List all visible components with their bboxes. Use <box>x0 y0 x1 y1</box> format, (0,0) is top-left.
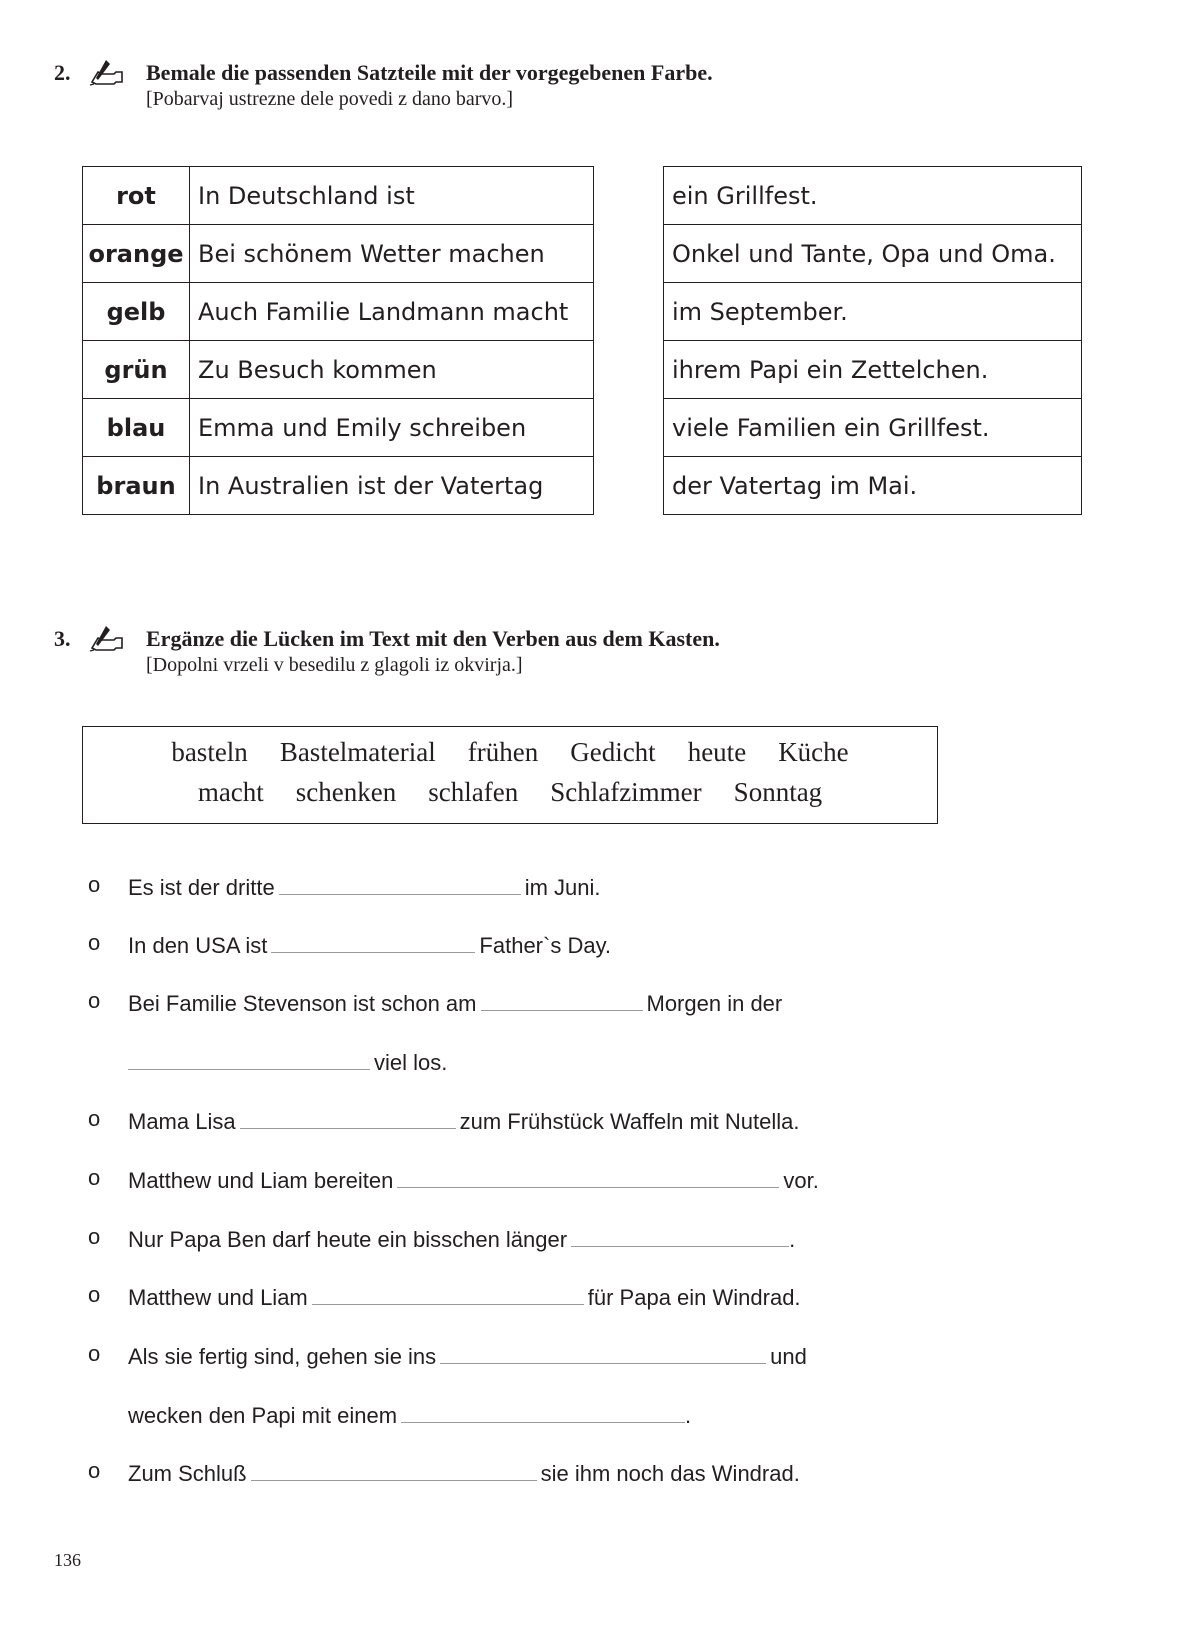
sentence-before: Mama Lisa <box>128 1109 236 1134</box>
sentence-part-cell[interactable]: im September. <box>664 283 1082 341</box>
table-row <box>664 225 1082 283</box>
color-cell: grün <box>83 341 190 399</box>
word-option: macht <box>197 777 264 807</box>
answer-blank[interactable] <box>481 988 643 1011</box>
exercise-title: Bemale die passenden Satzteile mit der vorgegebenen Farbe. <box>146 60 713 85</box>
bullet: o <box>88 1165 101 1190</box>
sentence-end-table <box>663 166 1082 515</box>
word-option: schlafen <box>428 777 519 807</box>
sentence-part-cell[interactable]: ein Grillfest. <box>664 167 1082 225</box>
answer-blank[interactable] <box>128 1047 370 1070</box>
sentence-before: wecken den Papi mit einem <box>128 1403 398 1428</box>
writing-hand-icon <box>88 58 126 86</box>
sentence-after: vor. <box>783 1168 819 1193</box>
answer-blank[interactable] <box>240 1106 456 1129</box>
word-option: Schlafzimmer <box>550 777 702 807</box>
sentence-before: Als sie fertig sind, gehen sie ins <box>128 1344 437 1369</box>
table-row <box>664 457 1082 515</box>
word-option: frühen <box>467 737 539 767</box>
sentence-before: Matthew und Liam <box>128 1285 308 1310</box>
answer-blank[interactable] <box>440 1341 766 1364</box>
bullet: o <box>88 988 101 1013</box>
sentence-after: . <box>789 1227 796 1252</box>
answer-blank[interactable] <box>251 1458 537 1481</box>
sentence-start-table <box>82 166 594 515</box>
table-row <box>83 399 594 457</box>
sentence-before: In den USA ist <box>128 933 268 958</box>
table-row <box>664 283 1082 341</box>
bullet: o <box>88 1282 101 1307</box>
sentence-after: für Papa ein Windrad. <box>587 1285 801 1310</box>
answer-blank[interactable] <box>571 1224 789 1247</box>
word-option: schenken <box>295 777 397 807</box>
sentence-part-cell[interactable]: ihrem Papi ein Zettelchen. <box>664 341 1082 399</box>
word-option: heute <box>687 737 747 767</box>
exercise-subtitle: [Dopolni vrzeli v besedilu z glagoli iz okvirja.] <box>146 654 523 676</box>
color-cell: orange <box>83 225 190 283</box>
word-option: Sonntag <box>733 777 823 807</box>
sentence-part-cell[interactable]: Auch Familie Landmann macht <box>190 283 594 341</box>
sentence-after: und <box>770 1344 807 1369</box>
sentence-part-cell[interactable]: In Deutschland ist <box>190 167 594 225</box>
sentence-after: zum Frühstück Waffeln mit Nutella. <box>459 1109 800 1134</box>
color-cell: blau <box>83 399 190 457</box>
sentence-after: viel los. <box>374 1050 448 1075</box>
sentence-part-cell[interactable]: In Australien ist der Vatertag <box>190 457 594 515</box>
color-cell: rot <box>83 167 190 225</box>
word-box-line <box>83 777 937 808</box>
sentence-before: Es ist der dritte <box>128 875 275 900</box>
answer-blank[interactable] <box>397 1165 779 1188</box>
sentence-part-cell[interactable]: viele Familien ein Grillfest. <box>664 399 1082 457</box>
answer-blank[interactable] <box>312 1282 584 1305</box>
sentence-part-cell[interactable]: der Vatertag im Mai. <box>664 457 1082 515</box>
table-row <box>83 457 594 515</box>
table-row <box>83 225 594 283</box>
word-box-line <box>83 737 937 768</box>
table-row <box>83 167 594 225</box>
exercise-number: 2. <box>54 60 71 85</box>
sentence-after: Father`s Day. <box>479 933 612 958</box>
sentence-after: Morgen in der <box>646 991 783 1016</box>
answer-blank[interactable] <box>279 872 521 895</box>
bullet: o <box>88 1106 101 1131</box>
bullet: o <box>88 930 101 955</box>
exercise-subtitle: [Pobarvaj ustrezne dele povedi z dano barvo.] <box>146 88 514 110</box>
exercise-title: Ergänze die Lücken im Text mit den Verben aus dem Kasten. <box>146 626 720 651</box>
sentence-part-cell[interactable]: Bei schönem Wetter machen <box>190 225 594 283</box>
word-option: basteln <box>171 737 248 767</box>
sentence-before: Nur Papa Ben darf heute ein bisschen länger <box>128 1227 568 1252</box>
word-option: Bastelmaterial <box>279 737 436 767</box>
word-box <box>82 726 938 824</box>
bullet: o <box>88 1224 101 1249</box>
table-row <box>664 399 1082 457</box>
sentence-part-cell[interactable]: Zu Besuch kommen <box>190 341 594 399</box>
answer-blank[interactable] <box>401 1400 685 1423</box>
sentence-after: . <box>685 1403 692 1428</box>
table-row <box>83 341 594 399</box>
sentence-part-cell[interactable]: Emma und Emily schreiben <box>190 399 594 457</box>
word-option: Gedicht <box>570 737 656 767</box>
color-cell: gelb <box>83 283 190 341</box>
sentence-before: Zum Schluß <box>128 1461 247 1486</box>
page-number: 136 <box>54 1550 81 1570</box>
bullet: o <box>88 1458 101 1483</box>
bullet: o <box>88 1341 101 1366</box>
table-row <box>664 167 1082 225</box>
writing-hand-icon <box>88 624 126 652</box>
sentence-before: Bei Familie Stevenson ist schon am <box>128 991 477 1016</box>
bullet: o <box>88 872 101 897</box>
sentence-after: sie ihm noch das Windrad. <box>540 1461 800 1486</box>
table-row <box>664 341 1082 399</box>
color-cell: braun <box>83 457 190 515</box>
answer-blank[interactable] <box>271 930 475 953</box>
exercise-number: 3. <box>54 626 71 651</box>
table-row <box>83 283 594 341</box>
sentence-after: im Juni. <box>524 875 601 900</box>
word-option: Küche <box>778 737 849 767</box>
sentence-part-cell[interactable]: Onkel und Tante, Opa und Oma. <box>664 225 1082 283</box>
sentence-before: Matthew und Liam bereiten <box>128 1168 394 1193</box>
